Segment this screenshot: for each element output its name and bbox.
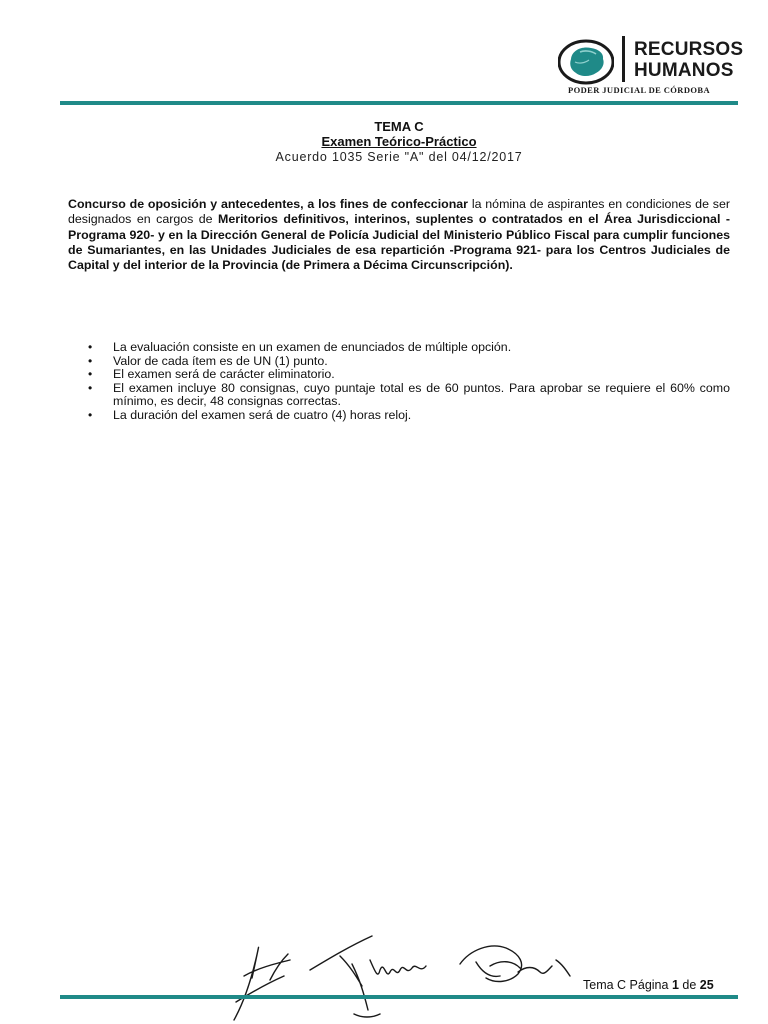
footer-page-total: 25 [699,978,714,992]
intro-bold-1: Concurso de oposición y antecedentes, a los fines de confeccionar [68,197,468,211]
intro-paragraph [68,197,730,273]
header-rule [60,101,738,105]
list-item: • La duración del examen será de cuatro (4) horas reloj. [86,409,730,423]
intro-text-2: la nómina de aspirantes en condiciones de ser designados en cargos de [68,197,730,227]
logo-divider [622,36,625,82]
intro-bold-3: Meritorios definitivos, interinos, suplentes o contratados en el Área Jurisdiccional - Programa 920- y en la Dirección General de Policía Judicial del Ministerio Público Fiscal para cumplir funciones de Sumariantes, en las Unidades Judiciales de esa repartición -Programa 921- para los Centros Judiciales de Capital y del interior de la Provincia (de Primera a Décima Circunscripción). [68,212,730,273]
signature-2 [310,936,426,1017]
list-item: • La evaluación consiste en un examen de enunciados de múltiple opción. [86,341,730,355]
footer-of: de [678,978,700,992]
footer-rule [60,995,738,999]
cordoba-province-map-icon [558,37,614,85]
recursos-humanos-logo [556,34,756,98]
title-block [60,119,738,165]
list-item: • El examen será de carácter eliminatorio. [86,368,730,382]
logo-title-line-1: RECURSOS [634,39,744,60]
footer-prefix: Tema C Página [583,978,672,992]
conditions-list [86,341,730,423]
signatures [200,920,600,1024]
page-footer [583,978,714,992]
logo-title [634,39,743,81]
logo-subtitle: PODER JUDICIAL DE CÓRDOBA [568,85,710,95]
logo-title-line-2: HUMANOS [634,60,734,81]
acuerdo-line: Acuerdo 1035 Serie "A" del 04/12/2017 [275,150,523,164]
signature-3 [460,946,570,982]
tema-heading: TEMA C [374,119,424,134]
footer-page-number: 1 [671,978,679,992]
signature-1 [234,947,290,1020]
examen-heading: Examen Teórico-Práctico [321,134,477,149]
list-item: • El examen incluye 80 consignas, cuyo puntaje total es de 60 puntos. Para aprobar se requiere el 60% como mínimo, es decir, 48 consignas correctas. [86,382,730,409]
list-item: • Valor de cada ítem es de UN (1) punto. [86,355,730,369]
